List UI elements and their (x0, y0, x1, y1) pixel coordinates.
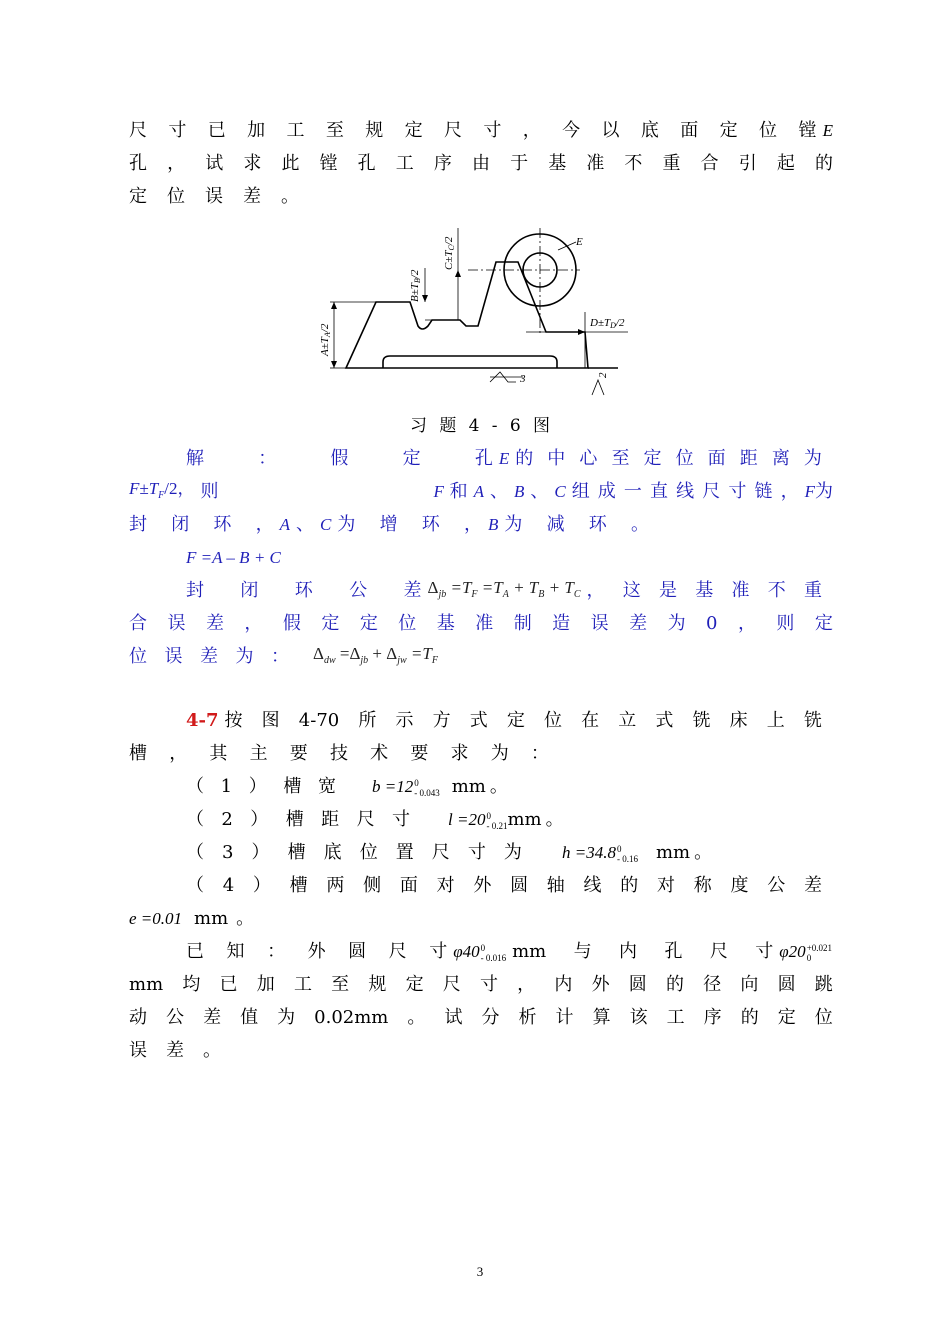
p47-item2-label: （ 2 ） 槽 距 尺 寸 (186, 809, 410, 830)
para1-line2-text: 孔 ， 试 求 此 镗 孔 工 序 由 于 基 准 不 重 合 引 起 的 (129, 153, 833, 174)
para1-line3-text: 定 位 误 差 。 (129, 186, 299, 207)
problem47-line2 (129, 739, 549, 769)
p47-known-a: 已 知 ： 外 圆 尺 寸 (186, 941, 448, 962)
sol-l5-rest: ， 这 是 基 准 不 重 (586, 580, 822, 601)
sol-l3-c-var: C (320, 515, 332, 534)
solution-line6 (129, 609, 833, 639)
arrow-b (422, 295, 428, 302)
bottom-slot (383, 356, 557, 368)
p47-item4b-formula: e =0.01 (129, 909, 183, 928)
p47-item2-end: 。 (545, 809, 564, 830)
figure-caption-text: 习 题 4 - 6 图 (410, 416, 550, 436)
sol-l2-b: B (513, 482, 525, 501)
solution-line5 (186, 576, 822, 606)
label-c: C±TC/2 (443, 236, 456, 270)
p47-l2-words: 槽 ， 其 主 要 技 术 要 求 为 ： (129, 743, 549, 764)
p47-known-f1: φ40 0 - 0.016 (453, 942, 507, 964)
problem47-known (186, 937, 832, 967)
sol-l2-sep2: 、 (530, 481, 549, 502)
p47-item1-label: （ 1 ） 槽 宽 (186, 776, 336, 797)
problem47-item4 (186, 871, 822, 901)
sol-l3-a-var: A (279, 515, 291, 534)
sol-l1-words: 解 ： 假 定 孔 (186, 448, 493, 469)
p47-known-b: mm 与 内 孔 尺 寸 (512, 941, 774, 962)
para1-line1 (129, 116, 833, 146)
sol-l2-first: $F\pm T_F/2$， (129, 478, 195, 501)
label-b: B±TB/2 (409, 269, 422, 302)
p47-item1-unit: mm (451, 776, 486, 797)
surface-symbol-2 (592, 380, 604, 395)
sol-l3-b-var: B (487, 515, 499, 534)
sol-l2-rest: 组 成 一 直 线 尺 寸 链 ， (571, 481, 799, 502)
solution-line2 (129, 477, 833, 507)
problem47-item4b (129, 904, 429, 934)
sol-l2-sep1: 、 (489, 481, 508, 502)
p47-item3-unit: mm (655, 842, 691, 863)
arrow-d (578, 329, 585, 335)
problem47-item3 (186, 838, 746, 868)
p47-l1-words: 按 图 4-70 所 示 方 式 定 位 在 立 式 铣 床 上 铣 (224, 710, 822, 731)
label-3: 3 (520, 373, 526, 385)
label-2: 2 (597, 372, 609, 378)
para1-line2 (129, 149, 833, 179)
problem47-line1 (186, 706, 822, 736)
sol-l3-c: 为 减 环 。 (504, 514, 649, 535)
technical-drawing (318, 220, 638, 405)
solution-line7 (129, 642, 609, 672)
para1-line1-var: E (822, 121, 833, 140)
p47-item1-end: 。 (489, 776, 508, 797)
sol-l2-c: C (554, 482, 566, 501)
solution-line1 (186, 444, 822, 474)
problem47-item1 (186, 772, 686, 802)
p47-item3-label: （ 3 ） 槽 底 位 置 尺 寸 为 (186, 842, 522, 863)
sol-l7-words: 位 误 差 为 ： (129, 646, 289, 667)
para1-line3 (129, 182, 299, 212)
p47-item4-words: （ 4 ） 槽 两 侧 面 对 外 圆 轴 线 的 对 称 度 公 差 (186, 875, 822, 896)
p47-item4b-unit: mm (194, 908, 229, 929)
sol-l2-end: F为 (804, 481, 833, 502)
p47-l11-words: 误 差 。 (129, 1040, 221, 1061)
sol-l2-f-he: F 和 (433, 481, 468, 502)
problem47-number: 4-7 (186, 710, 219, 731)
label-d: D±TD/2 (590, 317, 625, 330)
sol-l6-words: 合 误 差 ， 假 定 定 位 基 准 制 造 误 差 为 0 ， 则 定 (129, 613, 833, 634)
page-number: 3 (476, 1264, 484, 1279)
p47-item3-formula: h =34.8 0 - 0.16 (562, 843, 638, 865)
sol-l1-rest: 的 中 心 至 定 位 面 距 离 为 (515, 448, 822, 469)
sol-l1-var: E (498, 449, 510, 468)
figure-caption (410, 414, 550, 438)
label-e-leader (558, 242, 576, 250)
sol-l2-words: 则 (200, 481, 219, 502)
p47-l10-words: 动 公 差 值 为 0.02mm 。 试 分 析 计 算 该 工 序 的 定 位 (129, 1007, 833, 1028)
sol-l3-b: 为 增 环 ， (337, 514, 482, 535)
p47-known-f2: φ20 +0.021 0 (779, 942, 833, 964)
sol-l7-formula: $\Delta_{dw} =\Delta_{jb} + \Delta_{jw} =T_F$ (313, 643, 438, 666)
label-a: A±TA/2 (319, 323, 332, 356)
arrow-c (455, 270, 461, 277)
sol-l5-words: 封 闭 环 公 差 (186, 580, 422, 601)
solution-line3 (129, 510, 649, 540)
label-e: E (576, 236, 583, 248)
problem47-line9 (129, 970, 833, 1000)
p47-item3-end: 。 (694, 842, 713, 863)
p47-item2-formula: l =20 0 - 0.21 (448, 810, 508, 832)
sol-l3-a: 封 闭 环 ， (129, 514, 274, 535)
sol-l3-sep: 、 (296, 514, 315, 535)
sol-formula-text: F =A – B + C (186, 548, 281, 567)
sol-l5-formula: $\Delta_{jb} =T_F =T_A + T_B + T_C$ (427, 577, 581, 600)
part-outline (346, 262, 588, 368)
para1-line1-text: 尺 寸 已 加 工 至 规 定 尺 寸 ， 今 以 底 面 定 位 镗 (129, 120, 817, 141)
p47-item2-unit: mm (507, 809, 542, 830)
solution-formula (186, 543, 386, 573)
p47-l9-words: mm 均 已 加 工 至 规 定 尺 寸 ， 内 外 圆 的 径 向 圆 跳 (129, 974, 833, 995)
problem47-item2 (186, 805, 686, 835)
p47-item1-formula: b =12 0 - 0.043 (372, 777, 440, 799)
arrow-a-bottom (331, 361, 337, 368)
problem47-line10 (129, 1003, 833, 1033)
sol-l2-a: A (473, 482, 484, 501)
arrow-a-top (331, 302, 337, 309)
problem47-line11 (129, 1036, 221, 1066)
p47-item4b-end: 。 (236, 908, 255, 929)
